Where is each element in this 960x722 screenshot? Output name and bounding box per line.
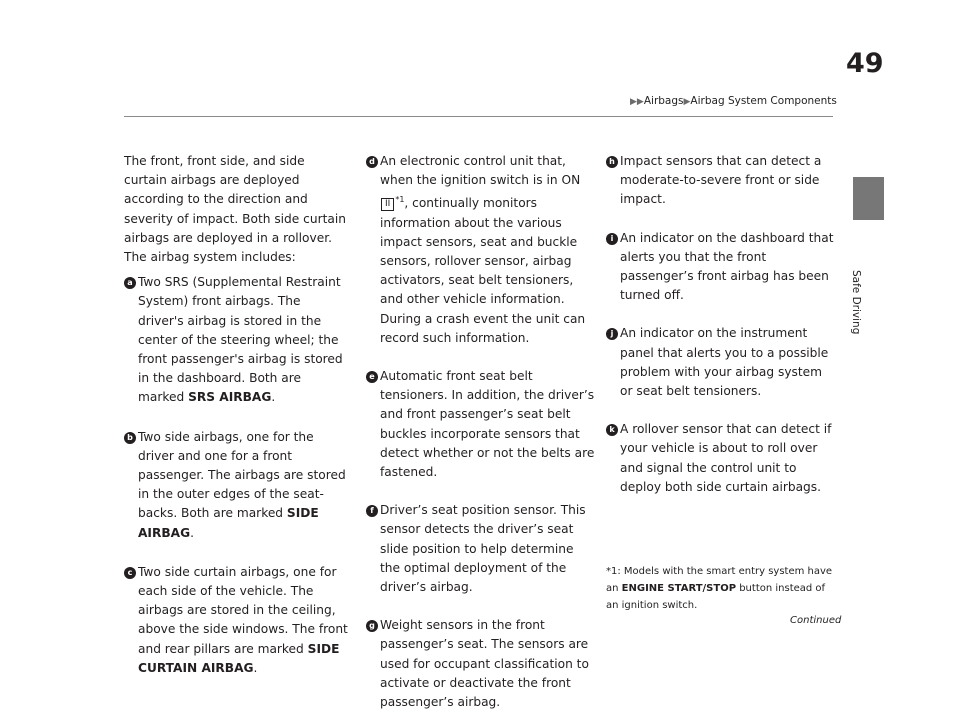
item-marker-b: b (124, 432, 136, 444)
item-text: Two side curtain airbags, one for each side of the vehicle. The airbags are stored in the ceiling, above the side windows. The front and rear pillars are marked (138, 564, 348, 656)
breadcrumb (630, 95, 837, 107)
breadcrumb-arrow-icon: ▶▶ (630, 97, 644, 107)
list-item (606, 420, 834, 497)
item-text: Automatic front seat belt tensioners. In addition, the driver’s and front passenger’s seat belt buckles incorporate sensors that detect whether or not the belts are fastened. (380, 369, 595, 480)
item-marker-d: d (366, 156, 378, 168)
list-item (366, 501, 596, 597)
item-text: Impact sensors that can detect a moderate-to-severe front or side impact. (620, 154, 822, 207)
footnote-text: *1: Models with the smart entry system have an (606, 566, 833, 594)
list-item (606, 324, 834, 401)
item-text: A rollover sensor that can detect if your vehicle is about to roll over and signal the control unit to deploy both side curtain airbags. (620, 422, 832, 494)
item-text: Driver’s seat position sensor. This sensor detects the driver’s seat slide position to help determine the optimal deployment of the driver’s airbag. (380, 503, 586, 595)
page-number: 49 (846, 48, 884, 79)
airbag-marking: SIDE CURTAIN AIRBAG (138, 641, 340, 675)
item-marker-e: e (366, 371, 378, 383)
item-text: An indicator on the dashboard that alerts you that the front passenger’s front airbag has been turned off. (620, 230, 834, 303)
list-item (606, 152, 834, 210)
item-marker-i: i (606, 233, 618, 245)
section-tab-marker (853, 177, 884, 220)
continued-label: Continued (790, 615, 842, 626)
period: . (253, 660, 258, 675)
column-2 (366, 152, 596, 712)
period: . (190, 525, 194, 540)
intro-paragraph: The front, front side, and side curtain airbags are deployed according to the direction and severity of impact. Both side curtain airbags are deployed in a rollover. The airbag system includes: (124, 154, 346, 265)
list-item (124, 563, 349, 678)
item-text: An electronic control unit that, when the ignition switch is in ON (380, 154, 581, 188)
airbag-marking: SIDE AIRBAG (138, 506, 319, 540)
item-text: Two SRS (Supplemental Restraint System) front airbags. The driver's airbag is stored in the center of the steering wheel; the front passenger's airbag is stored in the dashboard. Both are marked (138, 275, 343, 405)
item-marker-j: j (606, 328, 618, 340)
footnote-text: button instead of an ignition switch. (606, 583, 826, 611)
list-item (124, 273, 349, 407)
header-rule (124, 116, 833, 117)
item-text: An indicator on the instrument panel that alerts you to a possible problem with your airbag system or seat belt tensioners. (620, 326, 829, 399)
list-item (366, 152, 596, 348)
breadcrumb-arrow-icon: ▶ (683, 97, 691, 107)
period: . (271, 390, 276, 405)
item-marker-h: h (606, 156, 618, 168)
breadcrumb-airbags[interactable]: Airbags (643, 95, 684, 107)
item-marker-a: a (124, 277, 136, 289)
footnote (606, 563, 836, 614)
item-text: Weight sensors in the front passenger’s seat. The sensors are used for occupant classification to activate or deactivate the front passenger’s airbag. (380, 618, 589, 710)
item-marker-f: f (366, 505, 378, 517)
item-marker-g: g (366, 620, 378, 632)
breadcrumb-airbag-system-components[interactable]: Airbag System Components (690, 95, 837, 107)
item-marker-c: c (124, 567, 136, 579)
item-text: , continually monitors information about the various impact sensors, seat and buckle sensors, rollover sensor, airbag activators, seat belt tensioners, and other vehicle information. During a crash event the unit can record such information. (380, 196, 586, 345)
list-item (124, 428, 349, 543)
list-item (366, 367, 596, 482)
list-item (366, 616, 596, 712)
footnote-ref[interactable]: *1 (395, 195, 405, 205)
ignition-position-icon: II (381, 198, 394, 211)
column-3 (606, 152, 834, 497)
list-item (606, 229, 834, 306)
item-marker-k: k (606, 424, 618, 436)
airbag-marking: SRS AIRBAG (188, 390, 272, 405)
section-side-label: Safe Driving (850, 270, 862, 335)
column-1 (124, 152, 349, 678)
footnote-button-name: ENGINE START/STOP (621, 583, 737, 594)
item-text: Two side airbags, one for the driver and one for a front passenger. The airbags are stored in the outer edges of the seat-backs. Both are marked (138, 429, 346, 521)
